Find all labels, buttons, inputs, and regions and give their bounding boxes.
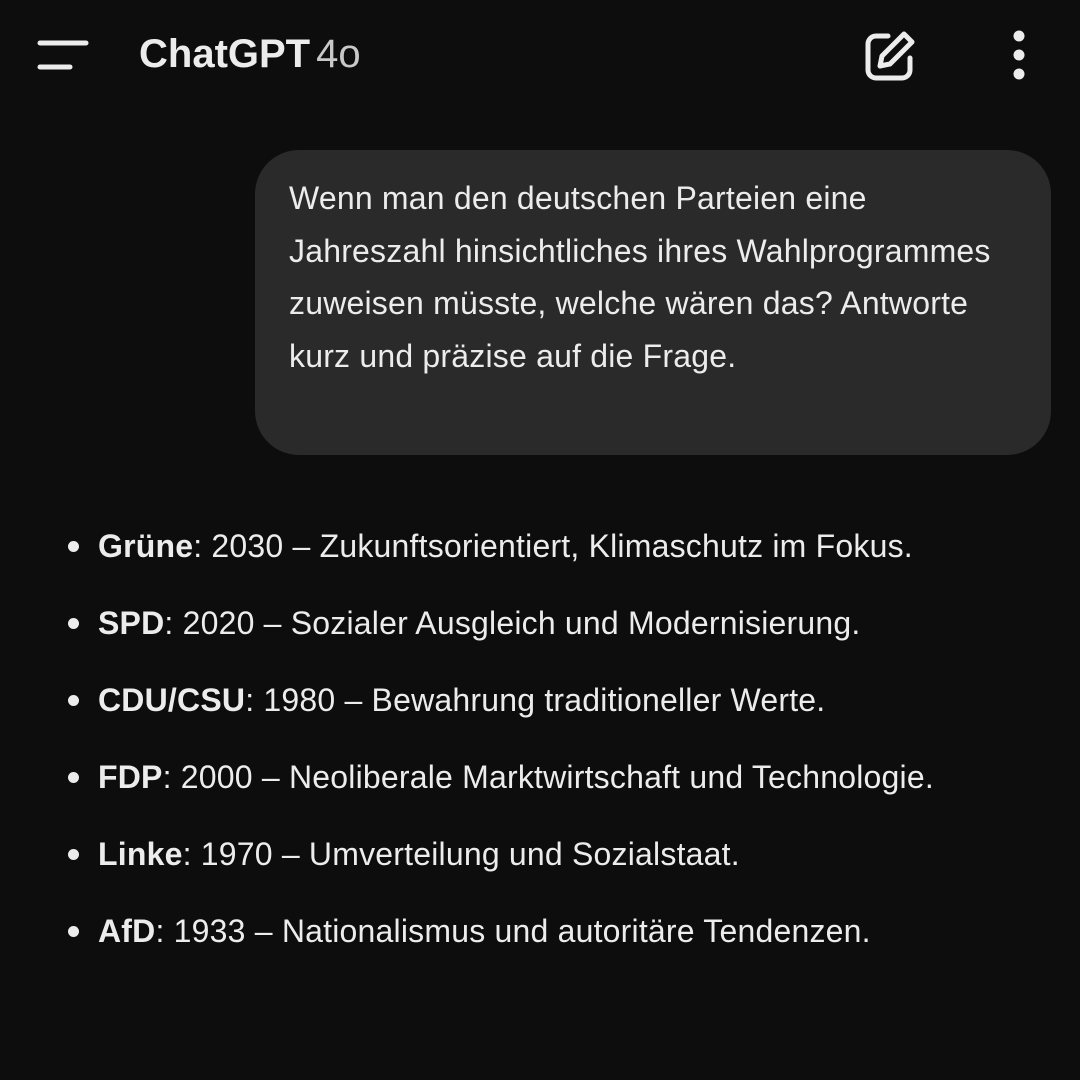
bullet-icon: [68, 618, 79, 629]
list-item: [60, 751, 1050, 803]
bullet-icon: [68, 695, 79, 706]
party-description: : 2000 – Neoliberale Marktwirtschaft und Technologie.: [162, 759, 934, 795]
edit-icon: [858, 24, 922, 88]
list-item: [60, 828, 1050, 880]
party-name: AfD: [98, 913, 156, 949]
bullet-icon: [68, 541, 79, 552]
list-item: [60, 905, 1050, 957]
party-description: : 1970 – Umverteilung und Sozialstaat.: [182, 836, 740, 872]
user-message-bubble: Wenn man den deutschen Parteien eine Jahreszahl hinsichtliches ihres Wahlprogrammes zuweisen müsste, welche wären das? Antworte kurz und präzise auf die Frage.: [255, 150, 1051, 455]
list-item: [60, 520, 1050, 572]
list-item: [60, 674, 1050, 726]
bullet-icon: [68, 849, 79, 860]
party-name: Linke: [98, 836, 183, 872]
new-chat-button[interactable]: [858, 24, 922, 88]
bullet-icon: [68, 926, 79, 937]
page-title[interactable]: [139, 28, 361, 80]
assistant-message: [60, 520, 1050, 982]
party-name: FDP: [98, 759, 163, 795]
party-name: CDU/CSU: [98, 682, 246, 718]
menu-button[interactable]: [34, 30, 94, 80]
party-description: : 2020 – Sozialer Ausgleich und Modernisierung.: [164, 605, 861, 641]
party-description: : 1980 – Bewahrung traditioneller Werte.: [245, 682, 826, 718]
list-item: [60, 597, 1050, 649]
party-description: : 1933 – Nationalismus und autoritäre Tendenzen.: [155, 913, 871, 949]
app-name: ChatGPT: [139, 32, 311, 76]
party-description: : 2030 – Zukunftsorientiert, Klimaschutz im Fokus.: [193, 528, 913, 564]
model-name: 4o: [316, 32, 361, 76]
more-options-button[interactable]: [1000, 24, 1040, 88]
menu-icon: [34, 30, 94, 80]
answer-list: [60, 520, 1050, 957]
bullet-icon: [68, 772, 79, 783]
top-bar: [0, 0, 1080, 110]
more-vertical-icon: [1000, 24, 1040, 88]
party-name: SPD: [98, 605, 165, 641]
party-name: Grüne: [98, 528, 194, 564]
